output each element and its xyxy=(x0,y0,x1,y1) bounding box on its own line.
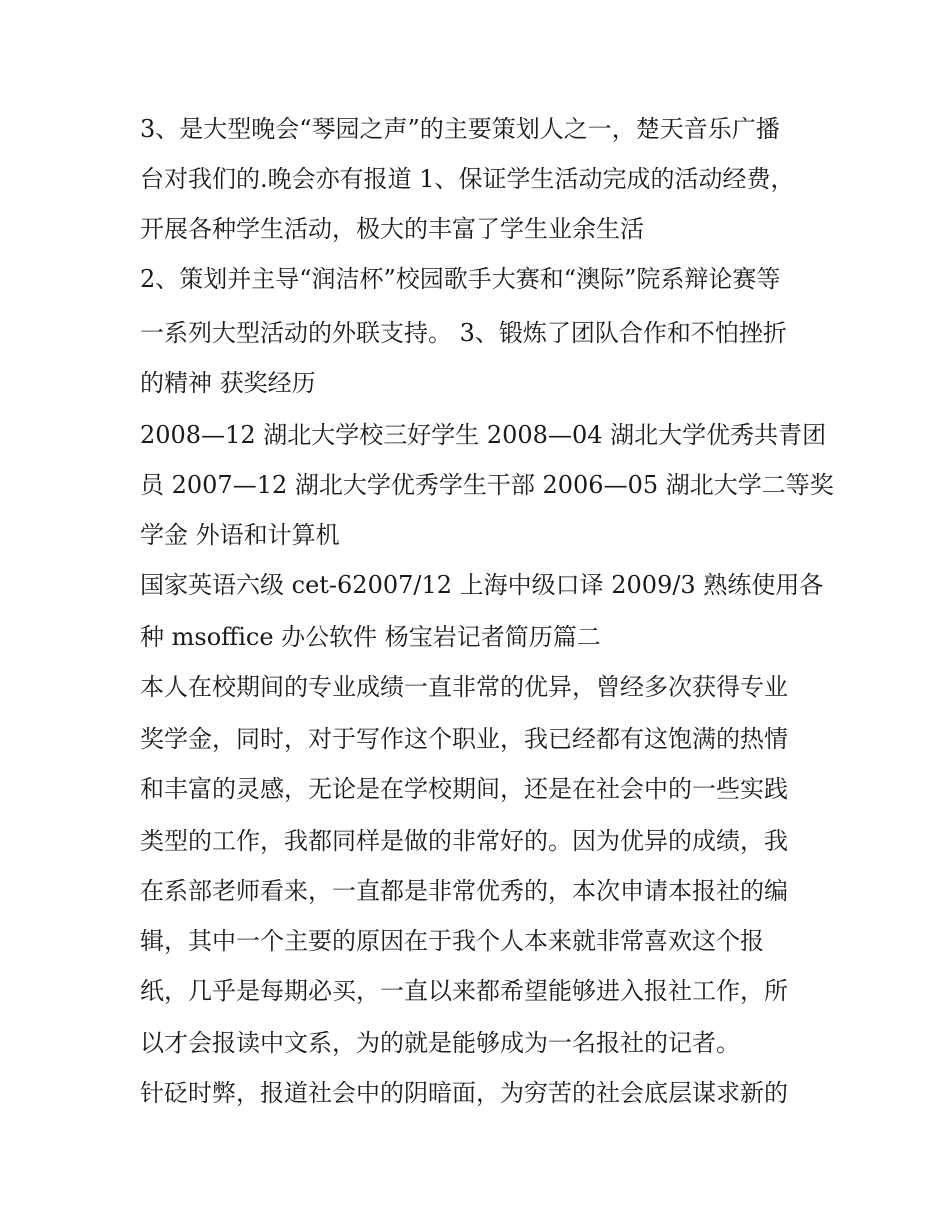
text-line: 种 msoffice 办公软件 杨宝岩记者简历篇二 xyxy=(140,623,601,651)
text-line: 本人在校期间的专业成绩一直非常的优异，曾经多次获得专业 xyxy=(140,673,788,701)
text-line: 台对我们的.晚会亦有报道 1、保证学生活动完成的活动经费， xyxy=(140,165,795,193)
text-line: 和丰富的灵感，无论是在学校期间，还是在社会中的一些实践 xyxy=(140,775,788,803)
text-line: 学金 外语和计算机 xyxy=(140,521,340,549)
text-line: 一系列大型活动的外联支持。 3、锻炼了团队合作和不怕挫折 xyxy=(140,319,787,347)
text-line: 纸，几乎是每期必买，一直以来都希望能够进入报社工作，所 xyxy=(140,977,788,1005)
text-line: 开展各种学生活动，极大的丰富了学生业余生活 xyxy=(140,215,644,243)
text-line: 在系部老师看来，一直都是非常优秀的，本次申请本报社的编 xyxy=(140,877,788,905)
text-line: 国家英语六级 cet-62007/12 上海中级口译 2009/3 熟练使用各 xyxy=(140,571,824,599)
text-line: 2、策划并主导“润洁杯”校园歌手大赛和“澳际”院系辩论赛等 xyxy=(140,265,781,293)
text-line: 的精神 获奖经历 xyxy=(140,369,316,397)
text-line: 3、是大型晚会“琴园之声”的主要策划人之一，楚天音乐广播 xyxy=(140,115,780,143)
text-line: 辑，其中一个主要的原因在于我个人本来就非常喜欢这个报 xyxy=(140,927,764,955)
text-line: 以才会报读中文系，为的就是能够成为一名报社的记者。 xyxy=(140,1029,740,1057)
text-line: 针砭时弊，报道社会中的阴暗面，为穷苦的社会底层谋求新的 xyxy=(140,1079,788,1107)
text-line: 2008—12 湖北大学校三好学生 2008—04 湖北大学优秀共青团 xyxy=(140,421,827,449)
text-line: 类型的工作，我都同样是做的非常好的。因为优异的成绩，我 xyxy=(140,827,788,855)
text-line: 奖学金，同时，对于写作这个职业，我已经都有这饱满的热情 xyxy=(140,725,788,753)
text-line: 员 2007—12 湖北大学优秀学生干部 2006—05 湖北大学二等奖 xyxy=(140,471,834,499)
